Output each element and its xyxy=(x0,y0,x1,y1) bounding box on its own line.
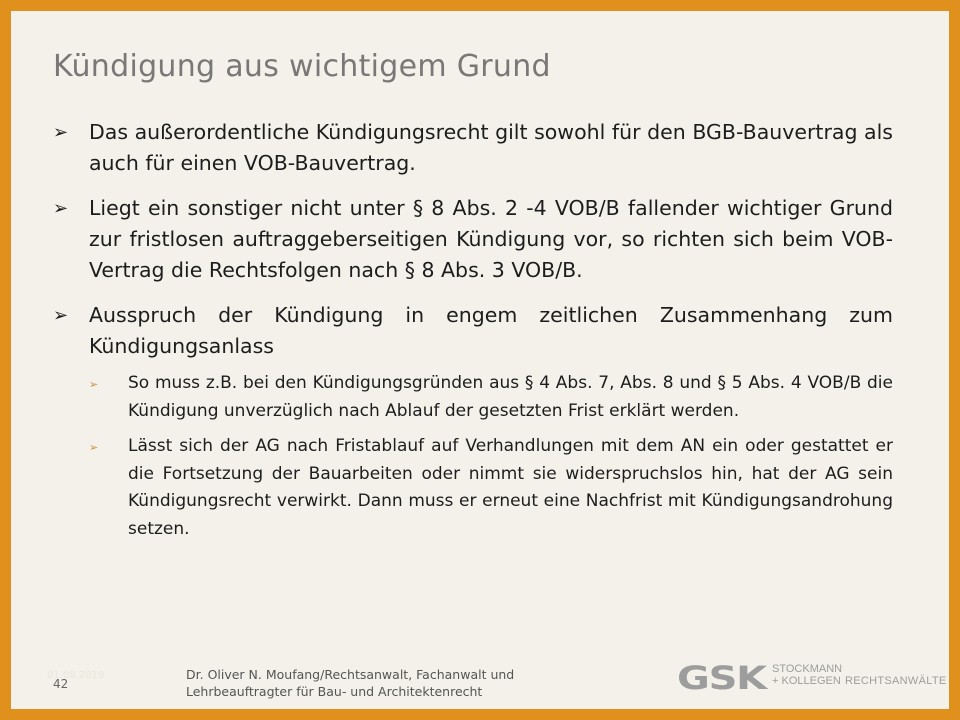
arrow-bullet-icon: ➢ xyxy=(53,198,69,219)
page-number: 42 xyxy=(53,677,69,691)
footer-author-line2: Lehrbeauftragter für Bau- und Architektenrecht xyxy=(186,684,483,699)
company-logo xyxy=(677,659,947,700)
footer-date: 01.08.2019 xyxy=(47,670,105,681)
subbullet-1 xyxy=(89,370,893,425)
bullet-text: Liegt ein sonstiger nicht unter § 8 Abs. 2 -4 VOB/B fallender wichtiger Grund zur fristlosen auftraggeberseitigen Kündigung vor, so richten sich beim VOB-Vertrag die Rechtsfolgen nach § 8 Abs. 3 VOB/B. xyxy=(89,196,893,282)
arrow-subbullet-icon: ➢ xyxy=(89,441,99,454)
bullet-3 xyxy=(53,300,893,362)
logo-line1: STOCKMANN xyxy=(772,663,843,675)
arrow-bullet-icon: ➢ xyxy=(53,122,69,143)
logo-tagline: RECHTSANWÄLTE xyxy=(845,675,947,687)
bullet-1 xyxy=(53,117,893,179)
subbullet-text: So muss z.B. bei den Kündigungsgründen aus § 4 Abs. 7, Abs. 8 und § 5 Abs. 4 VOB/B die Kündigung unverzüglich nach Ablauf der gesetzten Frist erklärt werden. xyxy=(128,373,893,421)
slide xyxy=(11,11,949,709)
bullet-2 xyxy=(53,193,893,286)
slide-content xyxy=(53,117,893,551)
bullet-text: Das außerordentliche Kündigungsrecht gilt sowohl für den BGB-Bauvertrag als auch für einen VOB-Bauvertrag. xyxy=(89,120,893,175)
slide-title: Kündigung aus wichtigem Grund xyxy=(53,49,551,84)
footer-author-line1: Dr. Oliver N. Moufang/Rechtsanwalt, Fachanwalt und xyxy=(186,667,515,682)
arrow-bullet-icon: ➢ xyxy=(53,305,69,326)
footer-author xyxy=(186,666,606,700)
arrow-subbullet-icon: ➢ xyxy=(89,378,99,391)
bullet-text: Ausspruch der Kündigung in engem zeitlichen Zusammenhang zum Kündigungsanlass xyxy=(89,303,893,358)
logo-line2: + KOLLEGEN xyxy=(772,675,841,687)
logo-partners xyxy=(772,663,842,687)
subbullet-2 xyxy=(89,433,893,543)
subbullet-text: Lässt sich der AG nach Fristablauf auf Verhandlungen mit dem AN ein oder gestattet er die Fortsetzung der Bauarbeiten oder nimmt sie widerspruchslos hin, hat der AG sein Kündigungsrecht verwirkt. Dann muss er erneut eine Nachfrist mit Kündigungsandrohung setzen. xyxy=(128,436,893,539)
logo-brand: GSK xyxy=(677,659,766,697)
